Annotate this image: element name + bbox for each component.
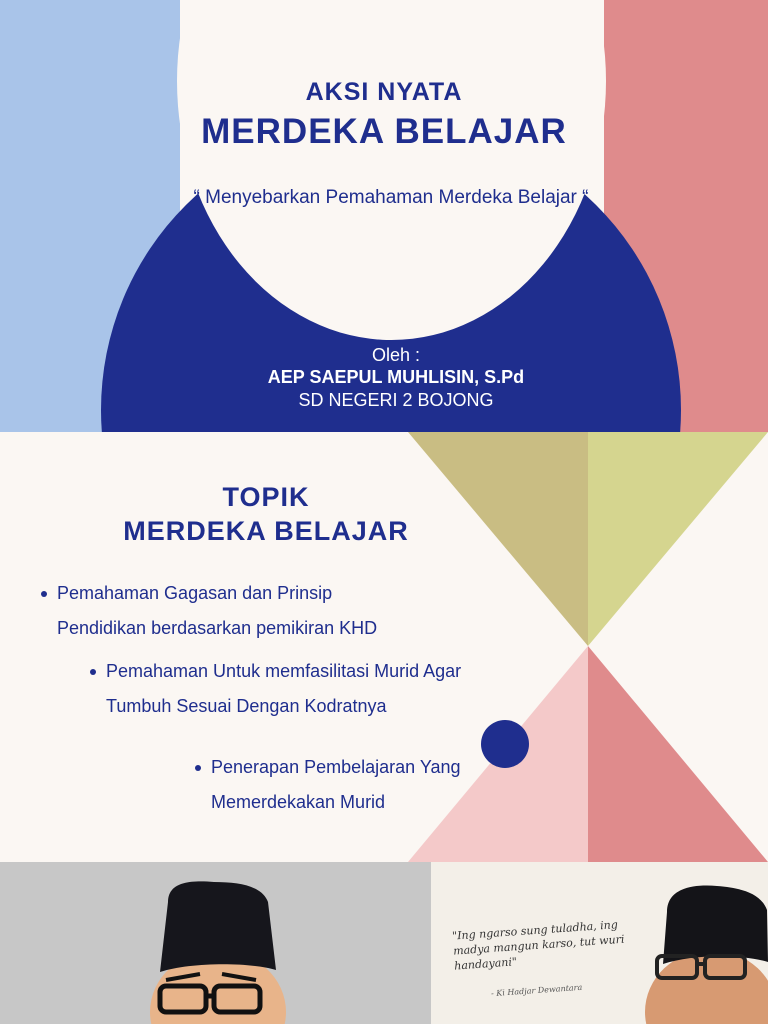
author-name: AEP SAEPUL MUHLISIN, S.Pd — [267, 367, 525, 387]
bullet-line: Tumbuh Sesuai Dengan Kodratnya — [106, 696, 387, 716]
bullet-line: Pemahaman Gagasan dan Prinsip — [57, 583, 333, 603]
author-school: SD NEGERI 2 BOJONG — [298, 390, 494, 410]
lime-triangle — [588, 432, 768, 646]
bullet-item — [211, 750, 511, 820]
cover-header — [0, 0, 768, 432]
main-title: MERDEKA BELAJAR — [201, 112, 567, 151]
bullet-line: Pemahaman Untuk memfasilitasi Murid Agar — [106, 661, 462, 681]
bullet-item — [57, 576, 417, 646]
bullet-line: Penerapan Pembelajaran Yang — [211, 757, 461, 777]
bullet-line: Pendidikan berdasarkan pemikiran KHD — [57, 618, 378, 638]
portrait-drawing — [0, 862, 431, 1024]
topic-section — [0, 432, 768, 862]
topic-title — [76, 480, 456, 548]
bullet-line: Memerdekakan Murid — [211, 792, 386, 812]
portrait-illustration — [0, 862, 431, 1024]
photo-strip — [0, 862, 768, 1024]
rose-triangle — [588, 646, 768, 862]
bullet-dot-icon — [195, 765, 201, 771]
bullet-item — [106, 654, 506, 724]
quote-text: "Ing ngarso sung tuladha, ing madya mangun karso, tut wuri handayani" — [451, 918, 625, 973]
bullet-dot-icon — [90, 669, 96, 675]
bullet-dot-icon — [41, 591, 47, 597]
kicker-title: AKSI NYATA — [305, 78, 463, 106]
topic-title-line1: TOPIK — [222, 482, 310, 512]
quote-signature: - Ki Hadjar Dewantara — [490, 982, 583, 999]
topic-title-line2: MERDEKA BELAJAR — [123, 516, 409, 546]
portrait-photo-with-quote — [431, 862, 768, 1024]
tagline: “ Menyebarkan Pemahaman Merdeka Belajar “ — [193, 187, 589, 208]
author-label: Oleh : — [371, 345, 421, 365]
